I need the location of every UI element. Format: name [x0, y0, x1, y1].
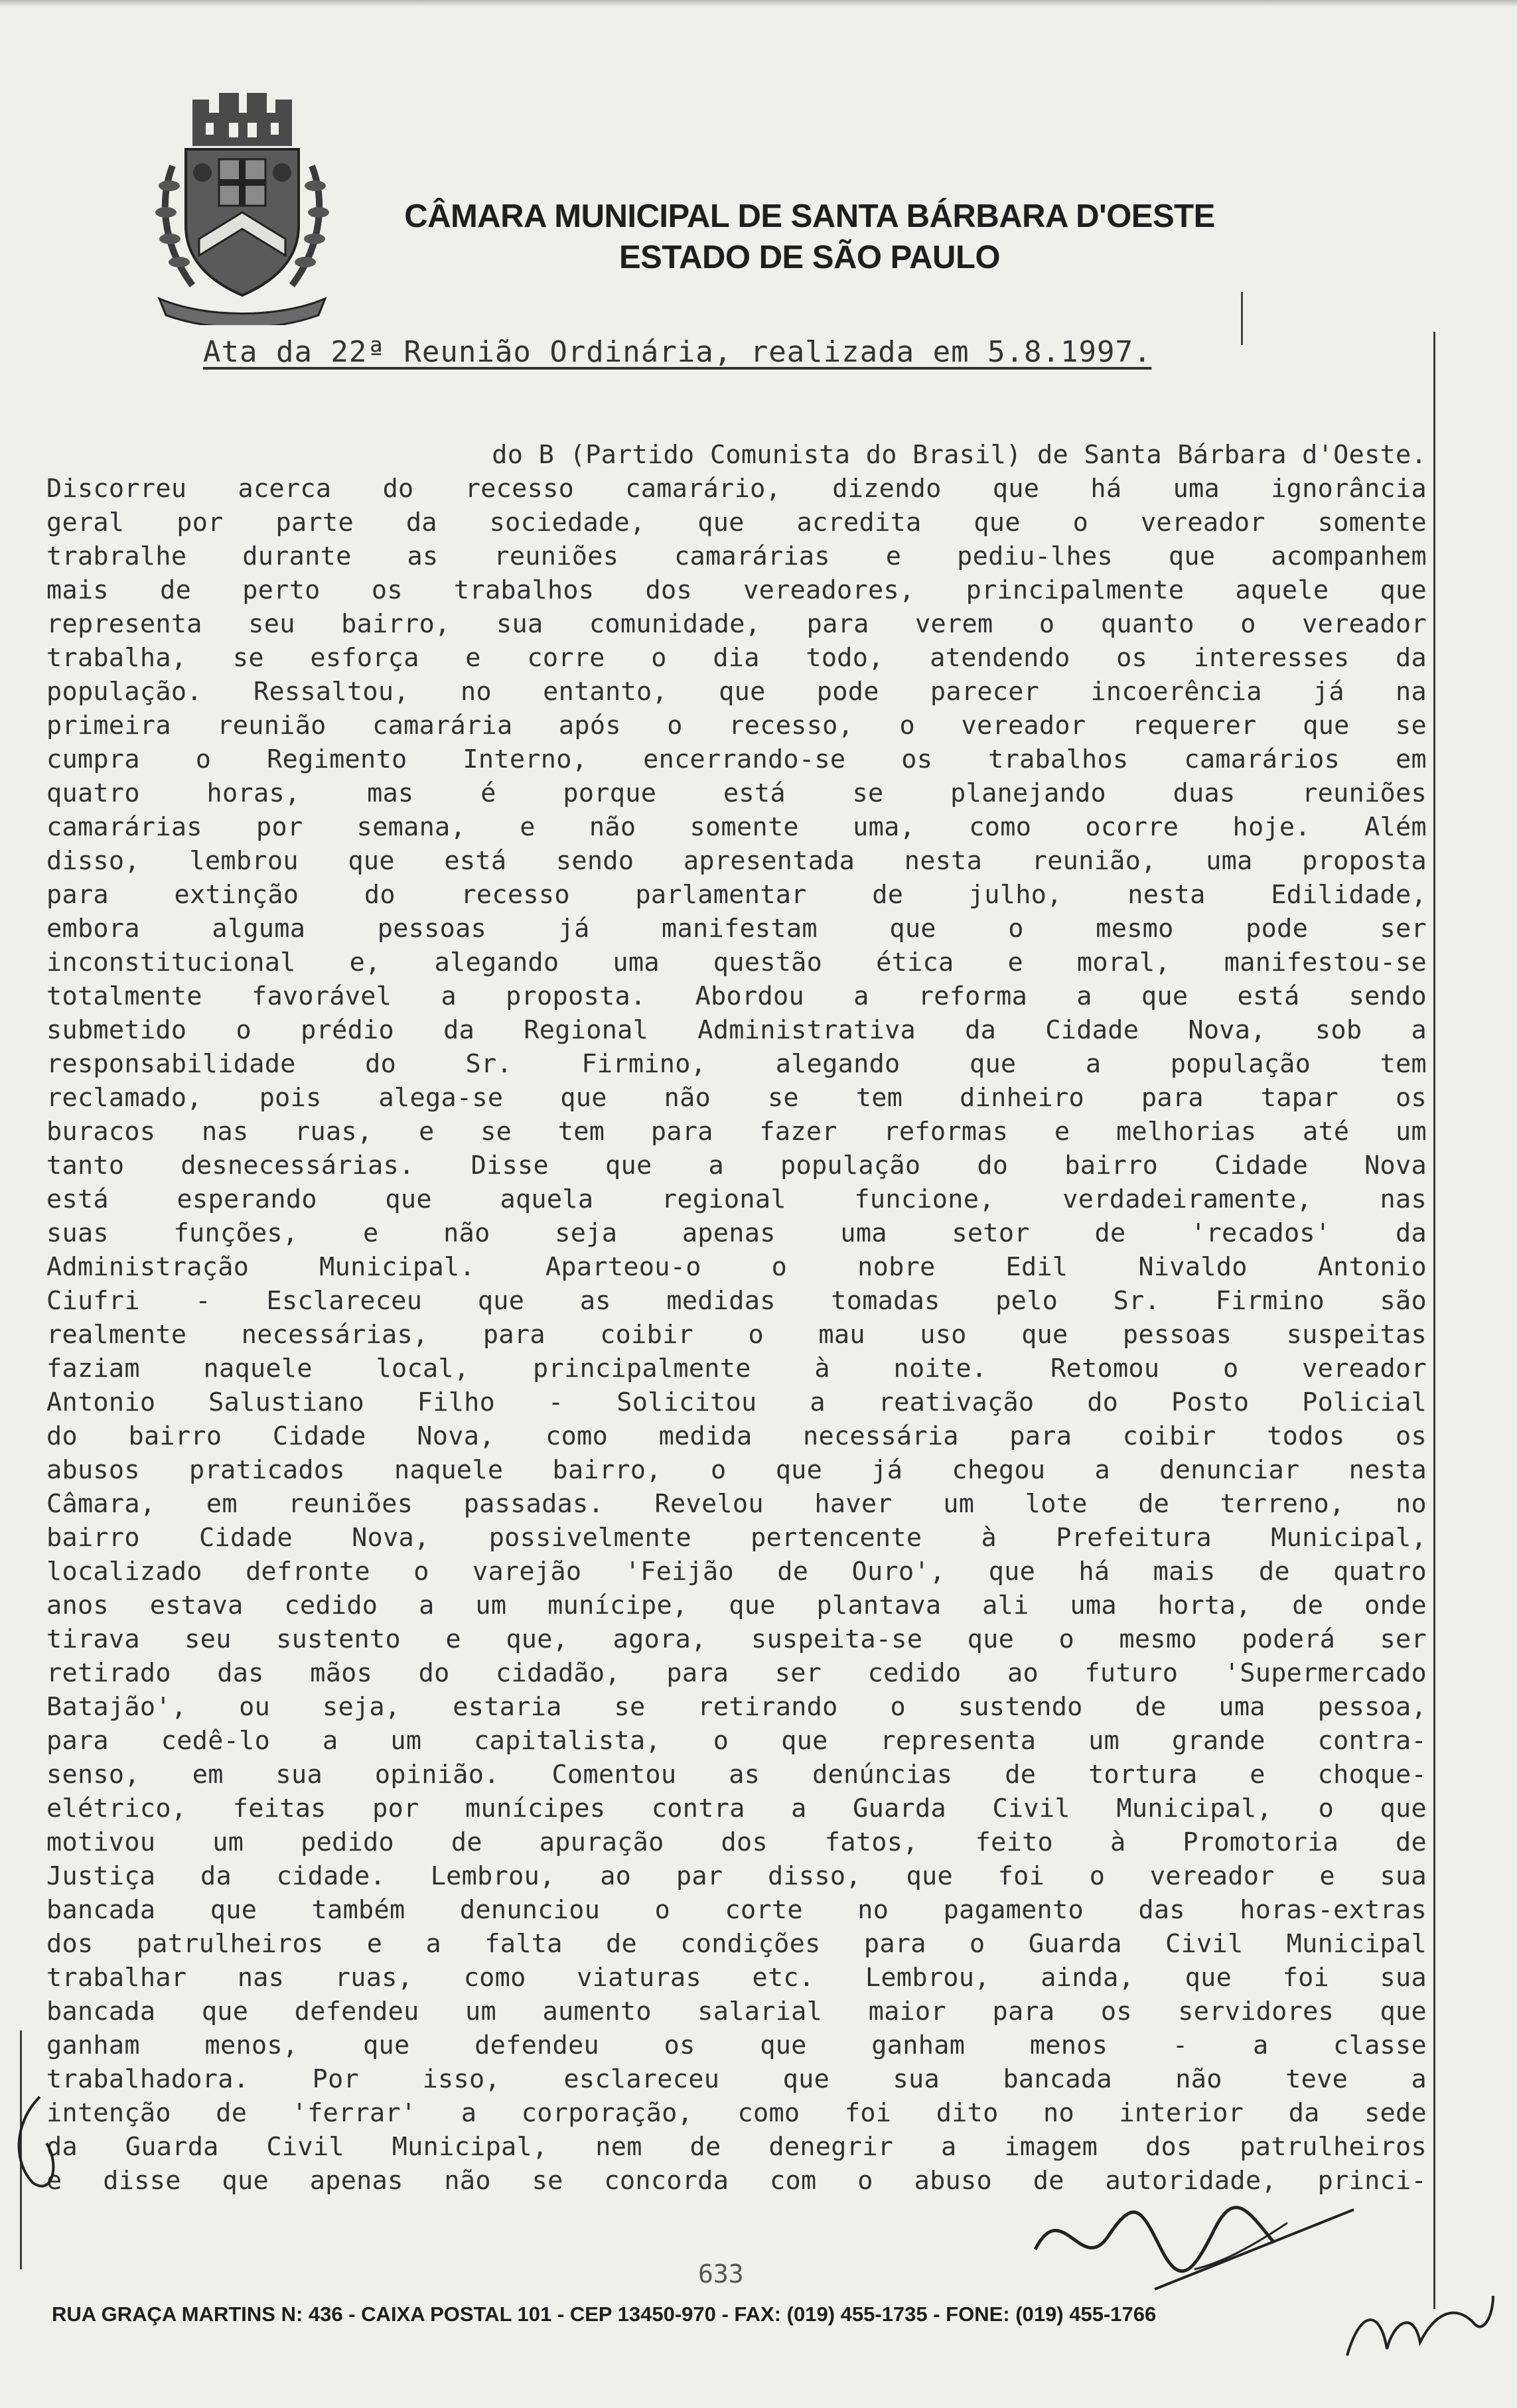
text-line: abusos praticados naquele bairro, o que já chegou a denunciar nesta [46, 1455, 1427, 1485]
text-line: inconstitucional e, alegando uma questão ética e moral, manifestou-se [46, 948, 1427, 977]
text-line: Antonio Salustiano Filho - Solicitou a reativação do Posto Policial [46, 1387, 1427, 1417]
page-edge [0, 0, 1517, 7]
text-line: ganham menos, que defendeu os que ganham menos - a classe [46, 2030, 1427, 2060]
text-line: bancada que defendeu um aumento salarial maior para os servidores que [46, 1997, 1427, 2026]
text-line: do bairro Cidade Nova, como medida necessária para coibir todos os [46, 1421, 1427, 1451]
text-line: bairro Cidade Nova, possivelmente pertencente à Prefeitura Municipal, [46, 1523, 1427, 1553]
margin-initials [0, 2084, 73, 2216]
text-line: trabalhadora. Por isso, esclareceu que sua bancada não teve a [46, 2064, 1427, 2094]
text-line: totalmente favorável a proposta. Abordou a reforma a que está sendo [46, 981, 1427, 1011]
text-line: elétrico, feitas por munícipes contra a Guarda Civil Municipal, o que [46, 1794, 1427, 1823]
text-line: localizado defronte o varejão 'Feijão de Ouro', que há mais de quatro [46, 1557, 1427, 1587]
text-line: e disse que apenas não se concorda com o abuso de autoridade, princi- [46, 2166, 1427, 2196]
text-line: embora alguma pessoas já manifestam que o mesmo pode ser [46, 914, 1427, 944]
minutes-body [46, 438, 1427, 2198]
text-line: representa seu bairro, sua comunidade, para verem o quanto o vereador [46, 609, 1427, 639]
text-line: quatro horas, mas é porque está se planejando duas reuniões [46, 778, 1427, 808]
text-line: realmente necessárias, para coibir o mau uso que pessoas suspeitas [46, 1320, 1427, 1350]
text-line: cumpra o Regimento Interno, encerrando-se os trabalhos camarários em [46, 744, 1427, 774]
text-line: retirado das mãos do cidadão, para ser cedido ao futuro 'Supermercado [46, 1658, 1427, 1688]
text-line: Batajão', ou seja, estaria se retirando o sustendo de uma pessoa, [46, 1692, 1427, 1722]
text-line: para extinção do recesso parlamentar de julho, nesta Edilidade, [46, 880, 1427, 910]
text-line: Discorreu acerca do recesso camarário, dizendo que há uma ignorância [46, 474, 1427, 504]
text-line: submetido o prédio da Regional Administrativa da Cidade Nova, sob a [46, 1015, 1427, 1045]
footer-address: RUA GRAÇA MARTINS N: 436 - CAIXA POSTAL 101 - CEP 13450-970 - FAX: (019) 455-1735 - FONE: (019) 455-1766 [52, 2302, 1157, 2326]
text-line: dos patrulheiros e a falta de condições para o Guarda Civil Municipal [46, 1929, 1427, 1959]
text-line: faziam naquele local, principalmente à noite. Retomou o vereador [46, 1354, 1427, 1383]
text-line: primeira reunião camarária após o recesso, o vereador requerer que se [46, 711, 1427, 741]
text-line: camarárias por semana, e não somente uma, como ocorre hoje. Além [46, 812, 1427, 842]
text-line: bancada que também denunciou o corte no pagamento das horas-extras [46, 1895, 1427, 1925]
text-line: para cedê-lo a um capitalista, o que representa um grande contra- [46, 1726, 1427, 1756]
text-line: trabalha, se esforça e corre o dia todo, atendendo os interesses da [46, 643, 1427, 673]
text-line: geral por parte da sociedade, que acredita que o vereador somente [46, 508, 1427, 537]
institution-name: CÂMARA MUNICIPAL DE SANTA BÁRBARA D'OESTE [404, 198, 1215, 234]
text-line: buracos nas ruas, e se tem para fazer reformas e melhorias até um [46, 1117, 1427, 1147]
text-line: responsabilidade do Sr. Firmino, alegando que a população tem [46, 1049, 1427, 1079]
text-line: mais de perto os trabalhos dos vereadores, principalmente aquele que [46, 575, 1427, 605]
coat-of-arms-emblem [146, 86, 338, 325]
text-line: Câmara, em reuniões passadas. Revelou haver um lote de terreno, no [46, 1489, 1427, 1519]
text-line: trabralhe durante as reuniões camarárias e pediu-lhes que acompanhem [46, 541, 1427, 571]
handwritten-signature [1022, 2170, 1367, 2302]
text-line: do B (Partido Comunista do Brasil) de Santa Bárbara d'Oeste. [492, 440, 1427, 470]
document-title: Ata da 22ª Reunião Ordinária, realizada em 5.8.1997. [203, 335, 1152, 369]
text-line: tanto desnecessárias. Disse que a população do bairro Cidade Nova [46, 1151, 1427, 1180]
state-name: ESTADO DE SÃO PAULO [618, 240, 1000, 275]
text-line: tirava seu sustento e que, agora, suspeita-se que o mesmo poderá ser [46, 1624, 1427, 1654]
frame-line-right [1433, 332, 1435, 2309]
text-line: Justiça da cidade. Lembrou, ao par disso, que foi o vereador e sua [46, 1861, 1427, 1891]
text-line: senso, em sua opinião. Comentou as denúncias de tortura e choque- [46, 1760, 1427, 1790]
text-line: está esperando que aquela regional funcione, verdadeiramente, nas [46, 1184, 1427, 1214]
text-line: anos estava cedido a um munícipe, que plantava ali uma horta, de onde [46, 1591, 1427, 1620]
text-line: suas funções, e não seja apenas uma setor de 'recados' da [46, 1218, 1427, 1248]
page-number: 633 [698, 2259, 744, 2289]
frame-line-top [1241, 292, 1243, 345]
letterhead [372, 196, 1248, 278]
text-line: da Guarda Civil Municipal, nem de denegrir a imagem dos patrulheiros [46, 2132, 1427, 2162]
text-line: Ciufri - Esclareceu que as medidas tomadas pelo Sr. Firmino são [46, 1286, 1427, 1316]
text-line: disso, lembrou que está sendo apresentada nesta reunião, uma proposta [46, 846, 1427, 876]
text-line: reclamado, pois alega-se que não se tem dinheiro para tapar os [46, 1083, 1427, 1113]
text-line: trabalhar nas ruas, como viaturas etc. Lembrou, ainda, que foi sua [46, 1963, 1427, 1993]
text-line: intenção de 'ferrar' a corporação, como foi dito no interior da sede [46, 2098, 1427, 2128]
text-line: motivou um pedido de apuração dos fatos, feito à Promotoria de [46, 1827, 1427, 1857]
text-line: Administração Municipal. Aparteou-o o nobre Edil Nivaldo Antonio [46, 1252, 1427, 1282]
text-line: população. Ressaltou, no entanto, que pode parecer incoerência já na [46, 677, 1427, 707]
